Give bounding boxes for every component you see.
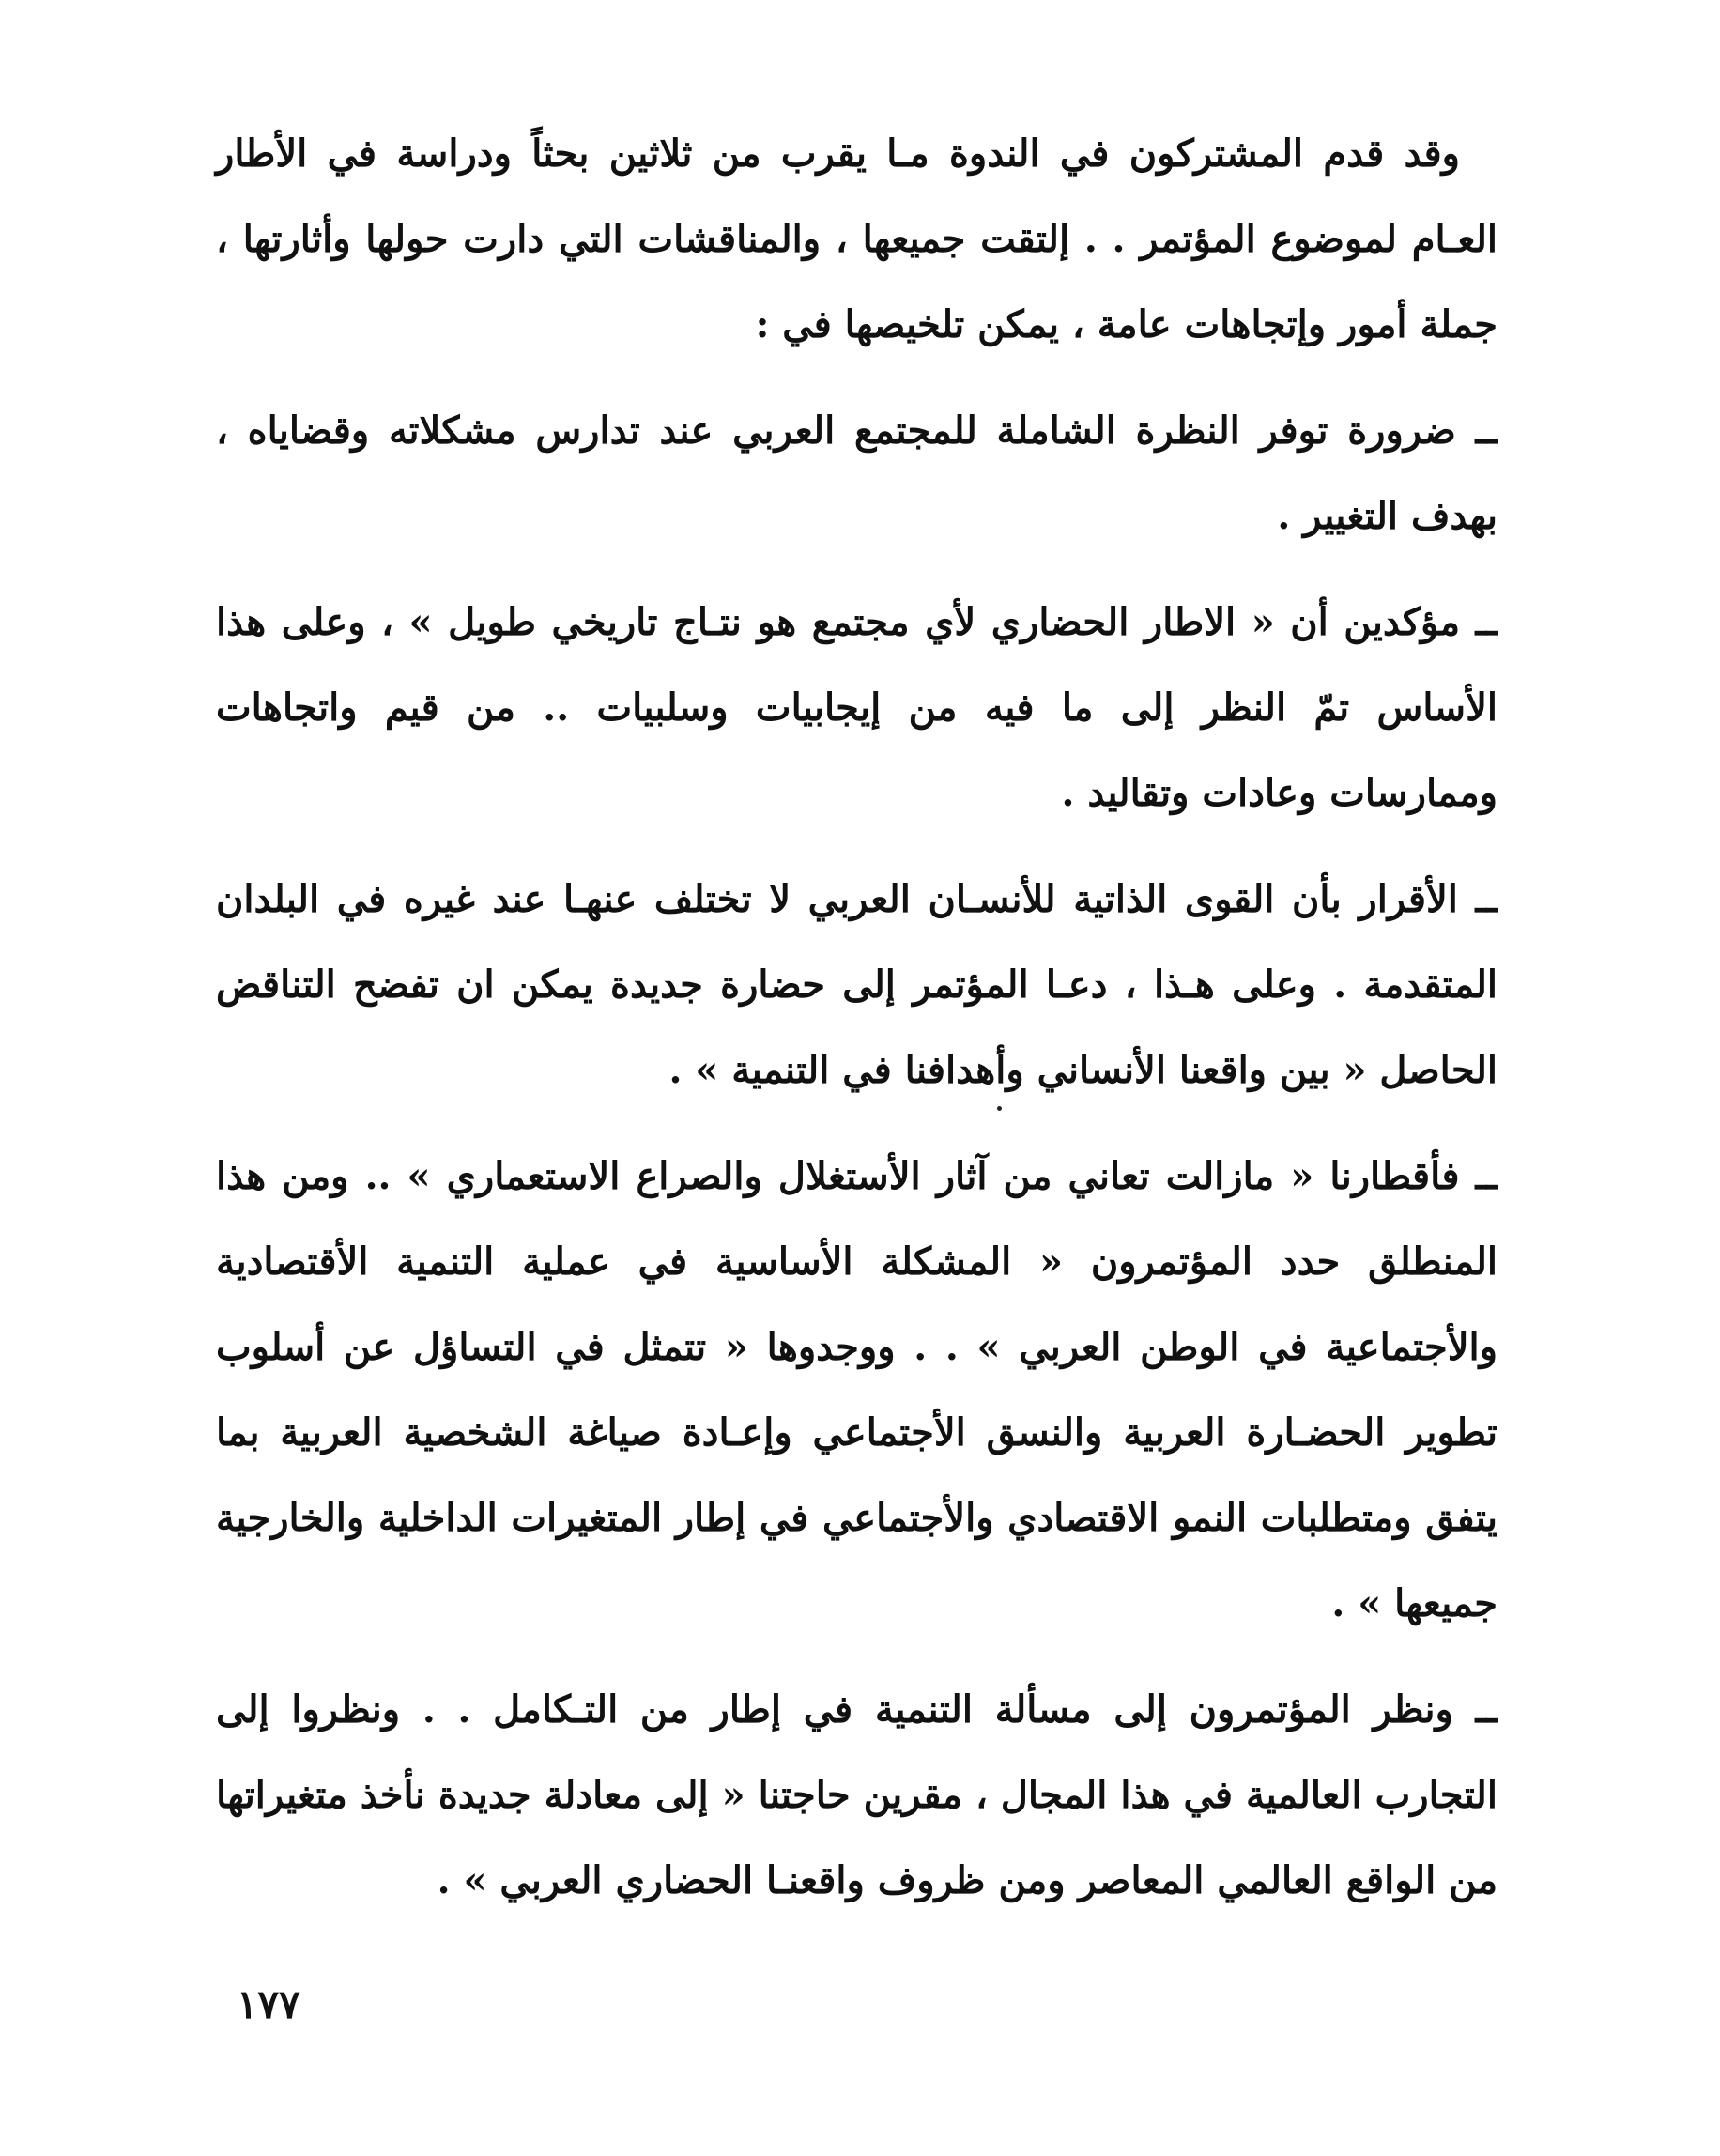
paragraph-human-capacities: ــ الأقرار بأن القوى الذاتية للأنسـان العربي لا تختلف عنهـا عند غيره في البلدان المتقدمة . وعلى هـذا ، دعـا المؤتمر إلى حضارة جديدة يمكن ان تفضح التناقض الحاصل « بين واقعنا الأنساني وأهدافنا في التنمية » .	[216, 877, 1497, 1092]
paragraph-civilizational-framework: ــ مؤكدين أن « الاطار الحضاري لأي مجتمع هو نتـاج تاريخي طويل » ، وعلى هذا الأساس تمّ النظر إلى ما فيه من إيجابيات وسلبيات .. من قيم واتجاهات وممارسات وعادات وتقاليد .	[216, 600, 1497, 815]
body-text	[216, 111, 1497, 1944]
paragraph-core-problem: ــ فأقطارنا « مازالت تعاني من آثار الأستغلال والصراع الاستعماري » .. ومن هذا المنطلق حدد المؤتمرون « المشكلة الأساسية في عملية التنمية الأقتصادية والأجتماعية في الوطن العربي » . . ووجدوها « تتمثل في التساؤل عن أسلوب تطوير الحضـارة العربية والنسق الأجتماعي وإعـادة صياغة الشخصية العربية بما يتفق ومتطلبات النمو الاقتصادي والأجتماعي في إطار المتغيرات الداخلية والخارجية جميعها » .	[216, 1154, 1497, 1625]
paragraph-intro: وقد قدم المشتركون في الندوة مـا يقرب من ثلاثين بحثاً ودراسة في الأطار العـام لموضوع المؤتمر . . إلتقت جميعها ، والمناقشات التي دارت حولها وأثارتها ، جملة أمور وإتجاهات عامة ، يمكن تلخيصها في :	[216, 131, 1497, 346]
paragraph-integration: ــ ونظر المؤتمرون إلى مسألة التنمية في إطار من التـكامل . . ونظروا إلى التجارب العالمية في هذا المجال ، مقرين حاجتنا « إلى معادلة جديدة نأخذ متغيراتها من الواقع العالمي المعاصر ومن ظروف واقعنـا الحضاري العربي » .	[216, 1687, 1497, 1902]
page-number: ١٧٧	[237, 1981, 300, 2027]
scan-speck	[997, 1106, 1002, 1111]
paragraph-comprehensive-view: ــ ضرورة توفر النظرة الشاملة للمجتمع العربي عند تدارس مشكلاته وقضاياه ، بهدف التغيير .	[216, 408, 1497, 538]
